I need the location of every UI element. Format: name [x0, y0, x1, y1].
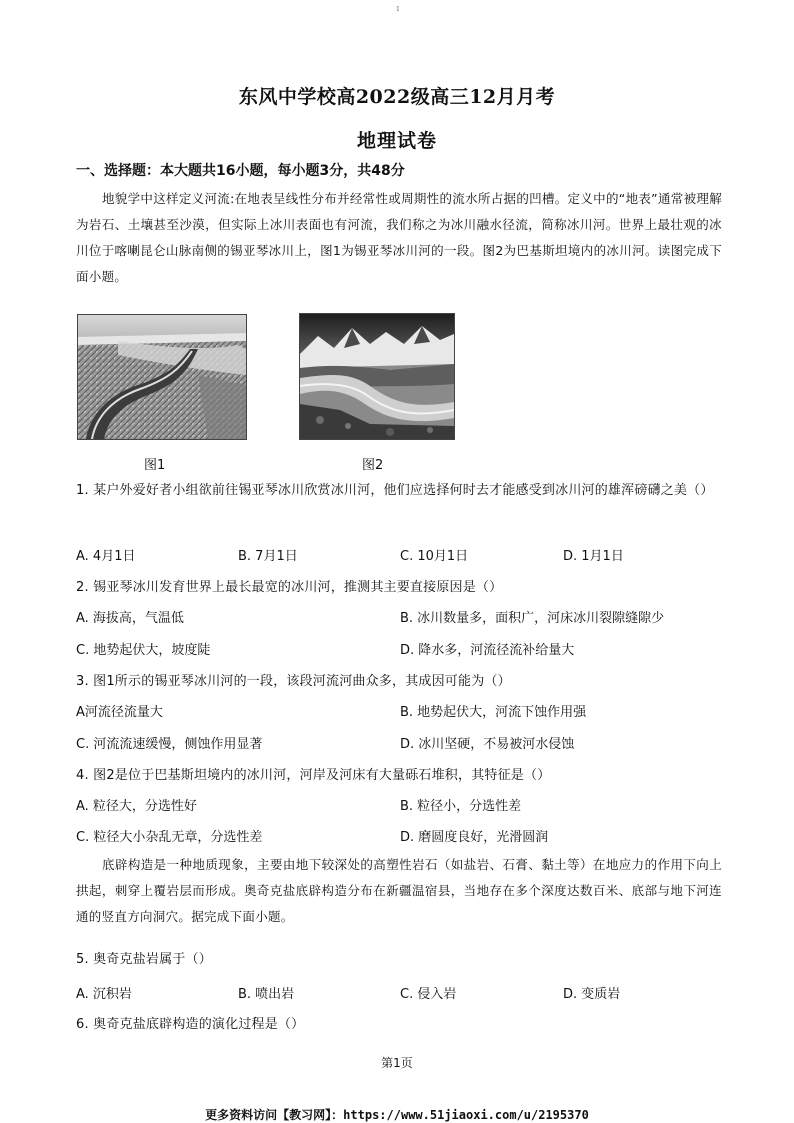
question-5-option-c[interactable]: C. 侵入岩 [400, 987, 457, 1002]
reading-passage-2: 底辟构造是一种地质现象，主要由地下较深处的高塑性岩石（如盐岩、石膏、黏土等）在地应力的作用下向上拱起，刺穿上覆岩层而形成。奥奇克盐底辟构造分布在新疆温宿县，当地存在多个深度达数百米、底部与地下河连通的竖直方向洞穴。据完成下面小题。 [76, 857, 722, 924]
section-heading: 一、选择题：本大题共16小题，每小题3分，共48分 [76, 163, 405, 179]
question-3-option-d[interactable]: D. 冰川坚硬，不易被河水侵蚀 [400, 737, 575, 752]
figure-2-caption: 图2 [362, 458, 384, 473]
question-2-stem: 2. 锡亚琴冰川发育世界上最长最宽的冰川河，推测其主要直接原因是（） [76, 580, 503, 595]
question-1-stem: 1. 某户外爱好者小组欲前往锡亚琴冰川欣赏冰川河，他们应选择何时去才能感受到冰川河的雄浑磅礴之美（） [76, 483, 714, 498]
question-2-option-a[interactable]: A. 海拔高，气温低 [76, 611, 184, 626]
question-1-option-d[interactable]: D. 1月1日 [563, 549, 624, 564]
question-4-option-d[interactable]: D. 磨圆度良好，光滑圆润 [400, 830, 549, 845]
question-1-option-c[interactable]: C. 10月1日 [400, 549, 469, 564]
question-4-option-a[interactable]: A. 粒径大，分选性好 [76, 799, 197, 814]
question-1-option-a[interactable]: A. 4月1日 [76, 549, 136, 564]
question-1-option-b[interactable]: B. 7月1日 [238, 549, 298, 564]
figure-1-caption: 图1 [144, 458, 166, 473]
question-2-option-c[interactable]: C. 地势起伏大，坡度陡 [76, 643, 211, 658]
question-3-option-c[interactable]: C. 河流流速缓慢，侧蚀作用显著 [76, 737, 263, 752]
question-2-option-b[interactable]: B. 冰川数量多，面积广，河床冰川裂隙缝隙少 [400, 611, 665, 626]
page-number: 第1页 [381, 1056, 413, 1070]
reading-passage-1: 地貌学中这样定义河流:在地表呈线性分布并经常性或周期性的流水所占据的凹槽。定义中的“地表”通常被理解为岩石、土壤甚至沙漠，但实际上冰川表面也有河流，我们称之为冰川融水径流，简称冰川河。世界上最壮观的冰川位于喀喇昆仑山脉南侧的锡亚琴冰川上，图1为锡亚琴冰川河的一段。图2为巴基斯坦境内的冰川河。读图完成下面小题。 [76, 191, 722, 284]
question-5-option-b[interactable]: B. 喷出岩 [238, 987, 295, 1002]
question-6-stem: 6. 奥奇克盐底辟构造的演化过程是（） [76, 1017, 305, 1032]
question-4-option-c[interactable]: C. 粒径大小杂乱无章，分选性差 [76, 830, 263, 845]
question-5-option-a[interactable]: A. 沉积岩 [76, 987, 132, 1002]
promo-link[interactable]: 更多资料访问【教习网】：https://www.51jiaoxi.com/u/2195370 [205, 1108, 589, 1122]
page-top-mark: 1 [396, 6, 400, 13]
question-5-option-d[interactable]: D. 变质岩 [563, 987, 621, 1002]
question-3-option-b[interactable]: B. 地势起伏大，河流下蚀作用强 [400, 705, 587, 720]
figure-1-glacier-river [77, 314, 247, 440]
question-3-stem: 3. 图1所示的锡亚琴冰川河的一段，该段河流河曲众多，其成因可能为（） [76, 674, 511, 689]
question-5-stem: 5. 奥奇克盐岩属于（） [76, 952, 212, 967]
exam-subtitle: 地理试卷 [356, 130, 437, 152]
question-2-option-d[interactable]: D. 降水多，河流径流补给量大 [400, 643, 575, 658]
question-3-option-a[interactable]: A河流径流量大 [76, 705, 163, 720]
question-4-option-b[interactable]: B. 粒径小，分选性差 [400, 799, 522, 814]
question-4-stem: 4. 图2是位于巴基斯坦境内的冰川河，河岸及河床有大量砾石堆积，其特征是（） [76, 768, 551, 783]
exam-title: 东风中学校高2022级高三12月月考 [238, 86, 556, 108]
figure-2-pakistan-glacier-river [299, 313, 455, 440]
